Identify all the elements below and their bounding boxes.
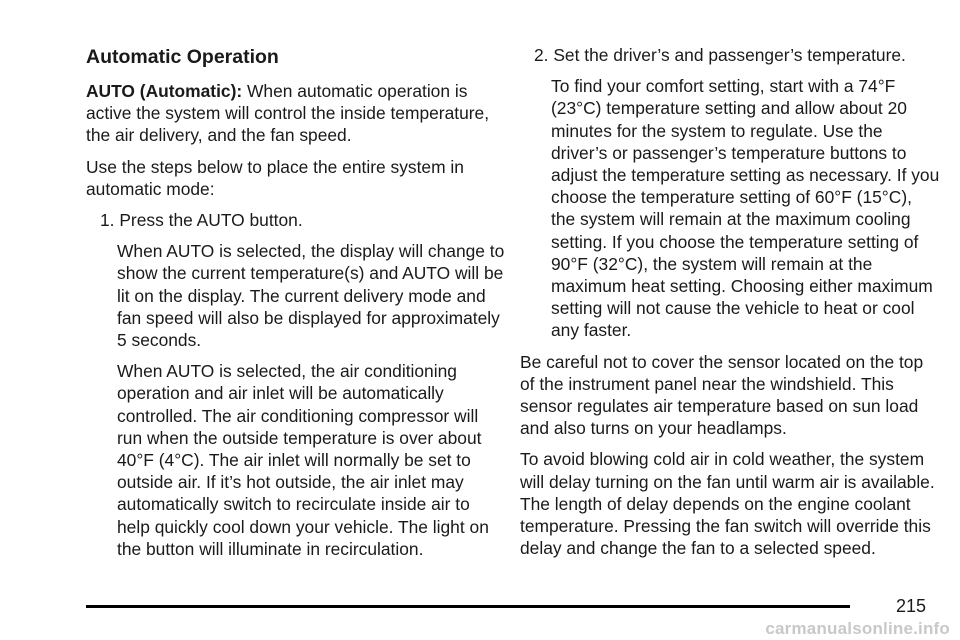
page-number: 215 [895,596,926,616]
step-1-paragraph-2: When AUTO is selected, the air conditioning operation and air inlet will be automatically controlled. The air conditioning compressor will run when the outside temperature is over about 40°F (4°C). The air inlet will normally be set to outside air. If it’s hot outside, the air inlet may automatically switch to recirculate inside air to help quickly cool down your vehicle. The light on the button will illuminate in recirculation. [117,361,489,559]
step-2-heading: 2. Set the driver’s and passenger’s temperature. [534,45,906,65]
right-column [520,44,940,568]
step-1-paragraph-1: When AUTO is selected, the display will change to show the current temperature(s) and AUTO will be lit on the display. The current delivery mode and fan speed will also be displayed for approximately 5 seconds. [117,241,505,351]
delay-paragraph: To avoid blowing cold air in cold weather, the system will delay turning on the fan until warm air is available. The length of delay depends on the engine coolant temperature. Pressing the fan switch will override this delay and change the fan to a selected speed. [520,449,935,559]
left-column [86,44,506,569]
intro-term: AUTO (Automatic): [86,81,243,101]
steps-intro: Use the steps below to place the entire system in automatic mode: [86,156,464,199]
watermark: carmanualsonline.info [765,619,950,638]
section-title: Automatic Operation [86,46,279,68]
intro-paragraph [86,80,506,147]
sensor-paragraph: Be careful not to cover the sensor located on the top of the instrument panel near the windshield. This sensor regulates air temperature based on sun load and also turns on your headlamps. [520,351,924,439]
step-2-paragraph: To find your comfort setting, start with a 74°F (23°C) temperature setting and allow about 20 minutes for the system to regulate. Use the driver’s or passenger’s temperature buttons to adjust the temperature setting as necessary. If you choose the temperature setting of 60°F (15°C), the system will remain at the maximum cooling setting. If you choose the temperature setting of 90°F (32°C), the system will remain at the maximum heat setting. Choosing either maximum setting will not cause the vehicle to heat or cool any faster. [551,76,940,341]
intro-text: When automatic operation is active the system will control the inside temperature, the air delivery, and the fan speed. [86,81,490,146]
footer-rule [86,605,850,608]
step-1-heading: 1. Press the AUTO button. [100,210,303,231]
